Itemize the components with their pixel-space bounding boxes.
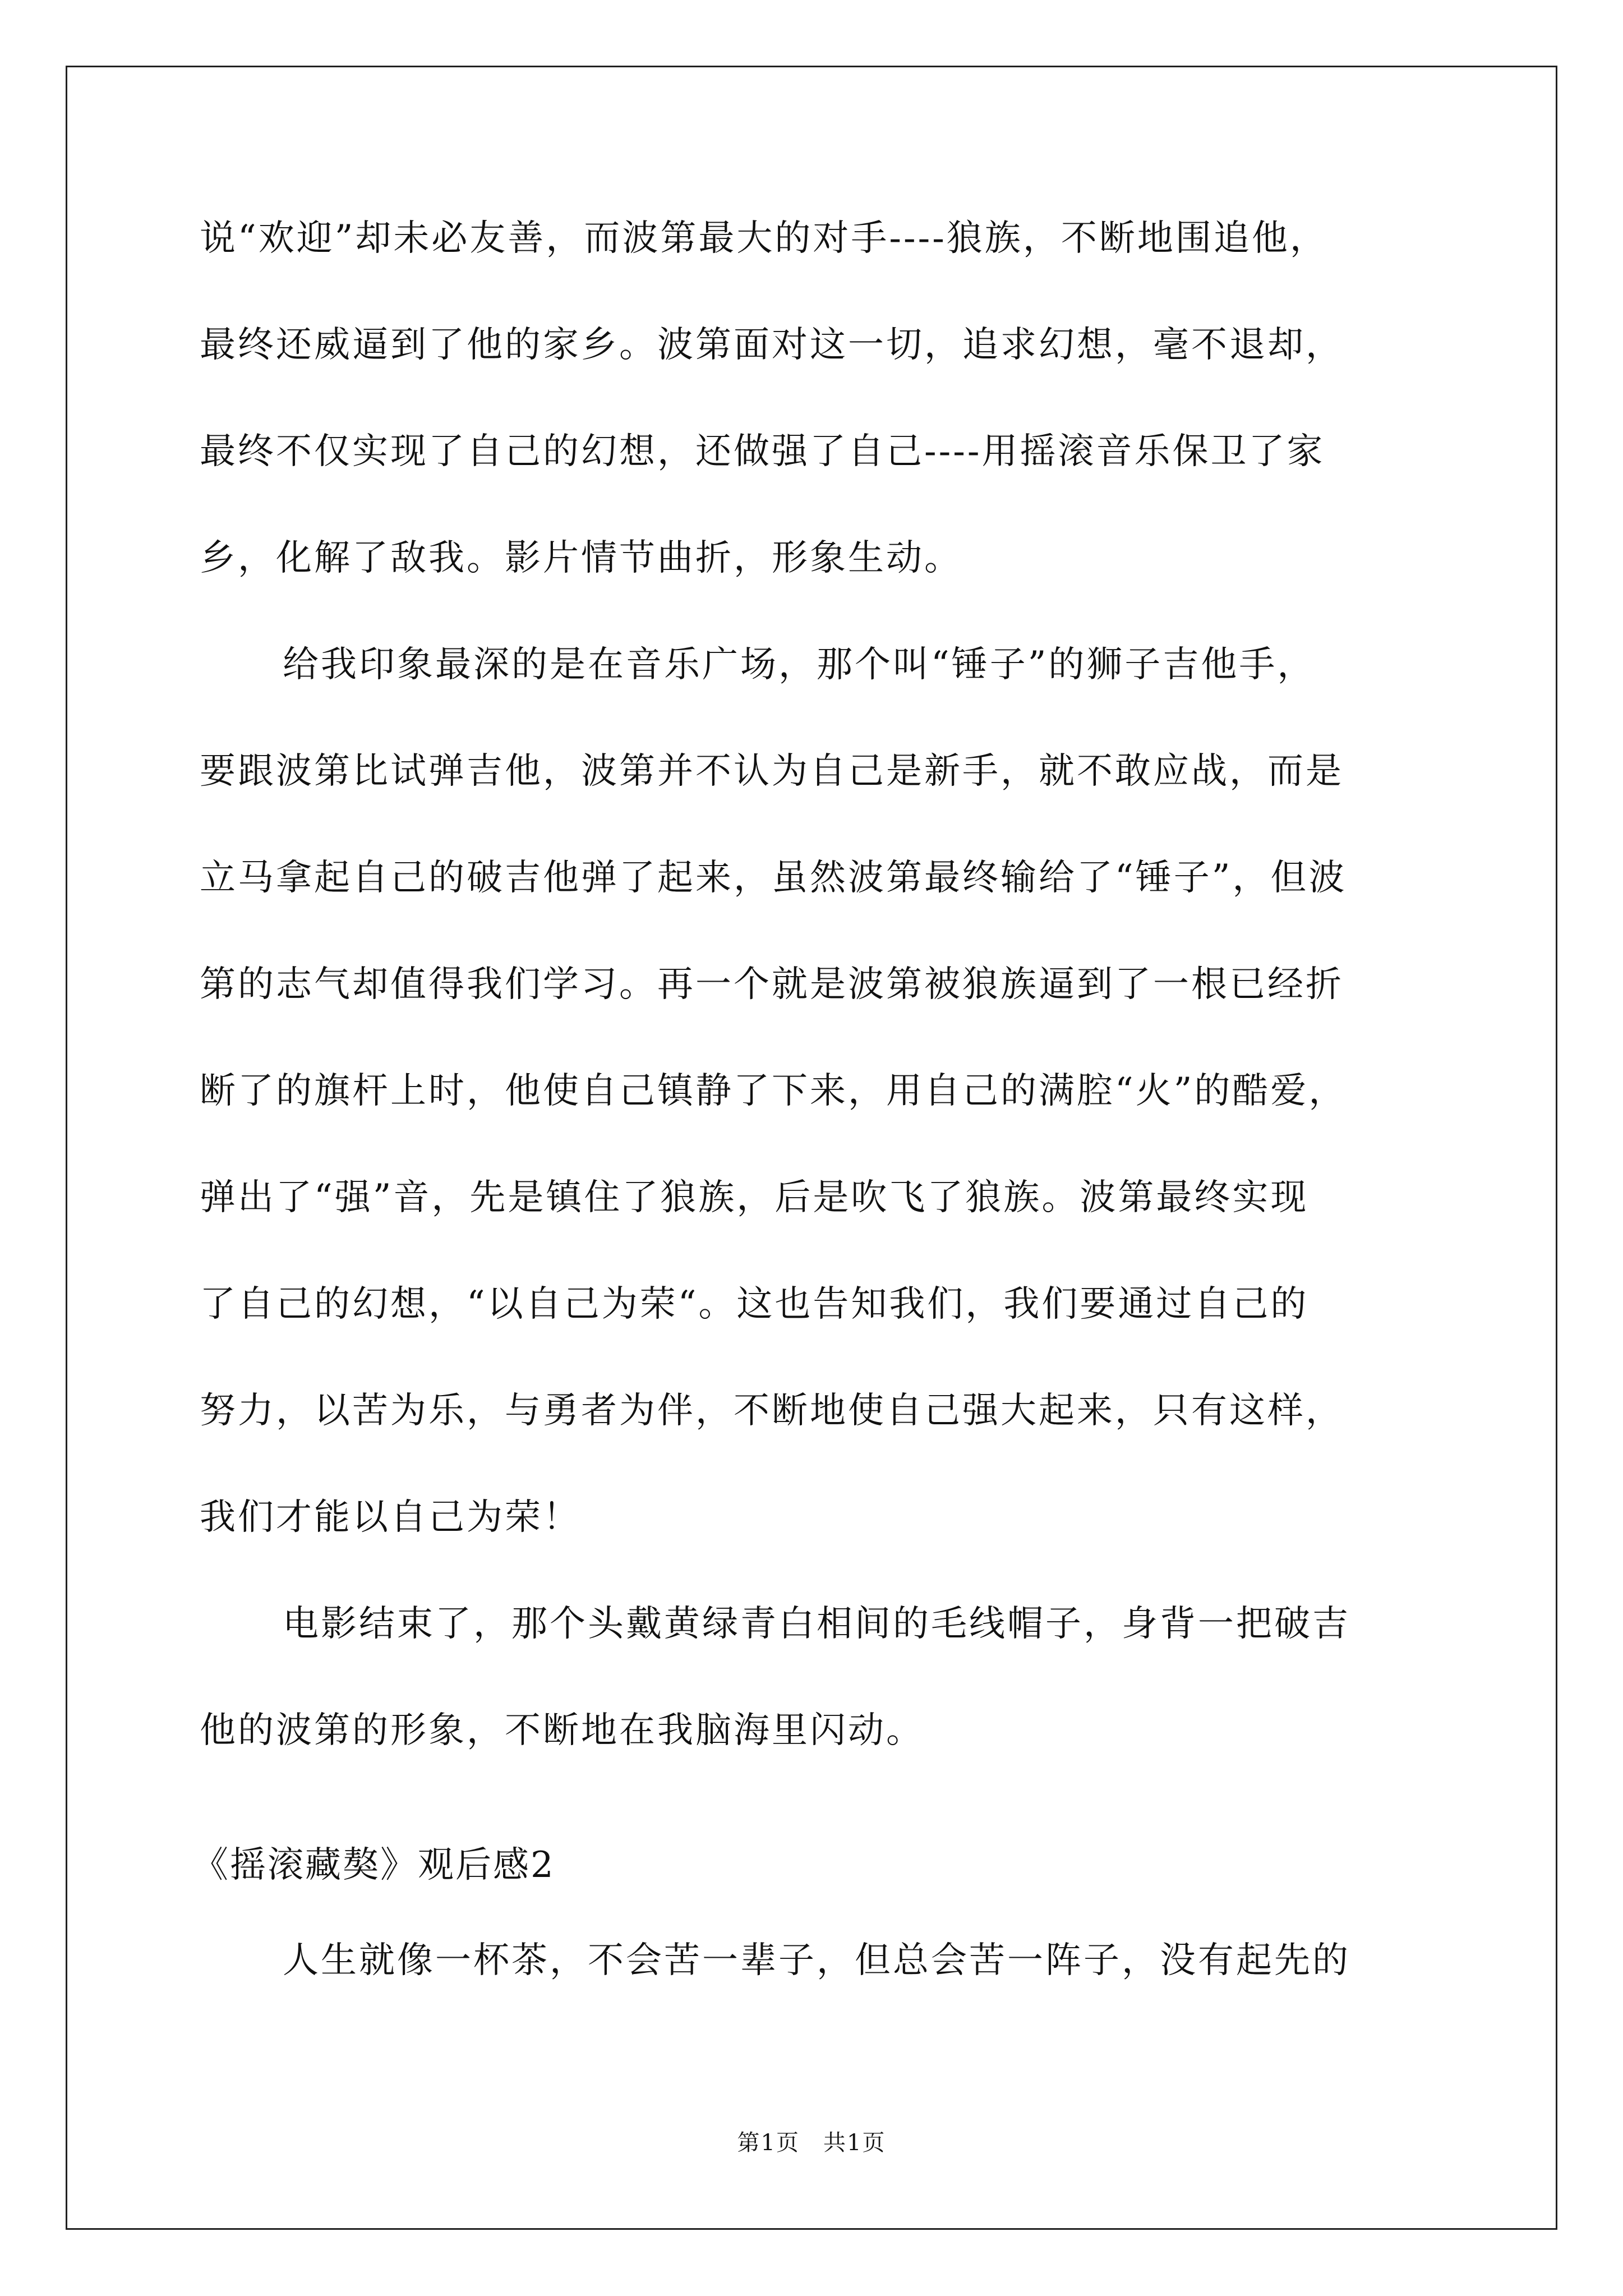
- text-line: 最终还威逼到了他的家乡。波第面对这一切，追求幻想，毫不退却，: [200, 324, 1344, 366]
- text-line: 说“欢迎”却未必友善，而波第最大的对手----狼族，不断地围追他，: [200, 218, 1328, 259]
- text-line: 努力，以苦为乐，与勇者为伴，不断地使自己强大起来，只有这样，: [200, 1390, 1344, 1432]
- paragraph-4: [200, 1907, 1433, 2014]
- paragraph-1: [200, 185, 1433, 611]
- text-line: 人生就像一杯茶，不会苦一辈子，但总会苦一阵子，没有起先的: [283, 1940, 1350, 1981]
- text-line: 了自己的幻想，“以自己为荣“。这也告知我们，我们要通过自己的: [200, 1283, 1309, 1325]
- text-line: 立马拿起自己的破吉他弹了起来，虽然波第最终输给了“锤子”，但波: [200, 857, 1347, 899]
- text-line: 第的志气却值得我们学习。再一个就是波第被狼族逼到了一根已经折: [200, 964, 1344, 1005]
- text-line: 最终不仅实现了自己的幻想，还做强了自己----用摇滚音乐保卫了家: [200, 431, 1325, 472]
- text-line: 要跟波第比试弹吉他，波第并不认为自己是新手，就不敢应战，而是: [200, 751, 1344, 792]
- text-line: 我们才能以自己为荣！: [200, 1497, 581, 1538]
- paragraph-3: [200, 1571, 1433, 1784]
- text-line: 他的波第的形象，不断地在我脑海里闪动。: [200, 1710, 924, 1751]
- text-line: 给我印象最深的是在音乐广场，那个叫“锤子”的狮子吉他手，: [283, 644, 1316, 685]
- text-line: 乡，化解了敌我。影片情节曲折，形象生动。: [200, 537, 962, 579]
- page-footer: 第1页 共1页: [737, 2130, 886, 2156]
- text-line: 断了的旗杆上时，他使自己镇静了下来，用自己的满腔“火”的酷爱，: [200, 1070, 1347, 1112]
- text-line: 弹出了“强”音，先是镇住了狼族，后是吹飞了狼族。波第最终实现: [200, 1177, 1309, 1218]
- paragraph-2: [200, 611, 1433, 1571]
- section-title: 《摇滚藏獒》观后感2: [192, 1844, 555, 1886]
- text-line: 电影结束了，那个头戴黄绿青白相间的毛线帽子，身背一把破吉: [283, 1603, 1350, 1645]
- document-body: [200, 185, 1433, 1784]
